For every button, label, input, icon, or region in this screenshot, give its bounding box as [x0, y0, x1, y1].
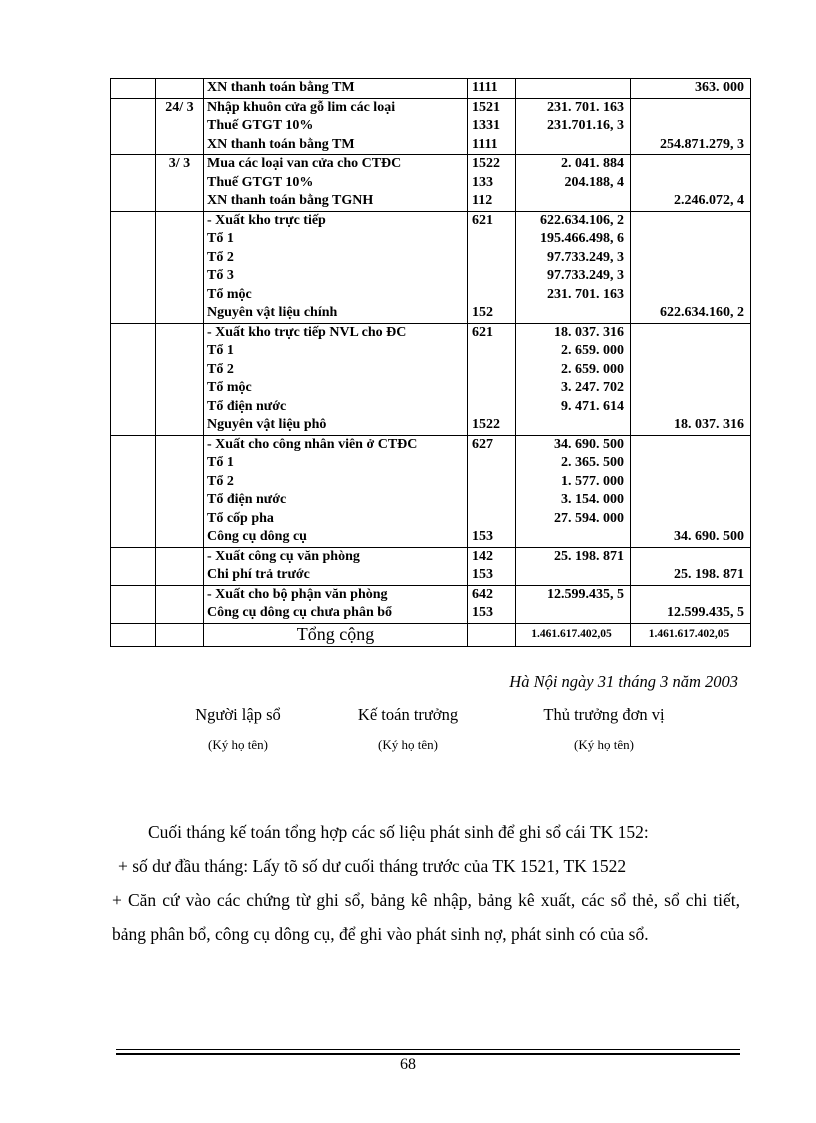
ledger-row-group	[111, 211, 751, 323]
description-cell	[204, 79, 468, 99]
description-line: Mua các loại van cửa cho CTĐC	[207, 156, 402, 171]
date-text	[159, 212, 200, 231]
description-line: Tổ mộc	[207, 380, 252, 395]
account-line: 1331	[472, 118, 500, 133]
debit-line: 231. 701. 163	[547, 99, 624, 115]
account-line: 1521	[472, 99, 500, 115]
date-cell	[156, 585, 204, 623]
head-title: Thủ trưởng đơn vị	[543, 705, 665, 724]
page-number: 68	[400, 1056, 416, 1073]
account-cell	[468, 435, 516, 547]
debit-line: 2. 659. 000	[561, 361, 624, 377]
description-line: Tổ 3	[207, 268, 234, 283]
paragraph-basis: + Căn cứ vào các chứng từ ghi sổ, bảng kê nhập, bảng kê xuất, các sổ thẻ, sổ chi tiết, bảng phân bổ, công cụ dông cụ, để ghi vào phát sinh nợ, phát sinh có của sổ.	[112, 890, 740, 944]
description-line: XN thanh toán bằng TM	[207, 136, 355, 152]
date-text	[159, 586, 200, 605]
ledger-row-group	[111, 155, 751, 212]
account-line	[472, 230, 512, 249]
credit-line	[634, 174, 744, 193]
date-cell	[156, 323, 204, 435]
description-line: Tổ mộc	[207, 286, 252, 302]
chief-accountant-title: Kế toán trưởng	[357, 705, 459, 724]
account-line: 152	[472, 305, 493, 320]
description-cell	[204, 547, 468, 585]
debit-line: 231.701.16, 3	[547, 118, 624, 133]
date-cell	[156, 98, 204, 155]
date-cell	[156, 211, 204, 323]
description-line: Tổ điện nước	[207, 492, 287, 507]
description-line: Thuế GTGT 10%	[207, 174, 314, 190]
footer-rule-thin	[116, 1049, 740, 1050]
description-cell	[204, 98, 468, 155]
credit-line	[634, 155, 744, 174]
description-line: Chi phí trả trước	[207, 567, 310, 582]
debit-line: 231. 701. 163	[547, 286, 624, 302]
debit-line	[519, 416, 624, 435]
signature-date: Hà Nội ngày 31 tháng 3 năm 2003	[509, 672, 738, 691]
description-line: Nguyên vật liệu chính	[207, 305, 338, 320]
description-line: - Xuất công cụ văn phòng	[207, 548, 360, 564]
debit-line	[519, 79, 624, 98]
account-line: 142	[472, 548, 493, 564]
account-line	[472, 342, 512, 361]
debit-line: 34. 690. 500	[554, 436, 624, 452]
debit-line: 2. 041. 884	[561, 156, 624, 171]
blank-cell	[111, 211, 156, 323]
ledger-row-group	[111, 79, 751, 99]
credit-cell	[631, 155, 751, 212]
account-line	[472, 454, 512, 473]
blank-cell	[111, 323, 156, 435]
description-line: Tổ 2	[207, 361, 234, 377]
head-signature	[524, 705, 684, 753]
description-line: Tổ điện nước	[207, 398, 287, 414]
ledger-body	[111, 79, 751, 647]
account-cell	[468, 323, 516, 435]
debit-cell	[516, 435, 631, 547]
credit-line: 12.599.435, 5	[667, 605, 744, 620]
credit-line	[634, 491, 744, 510]
debit-line: 18. 037. 316	[554, 324, 624, 340]
debit-line: 622.634.106, 2	[540, 212, 624, 228]
credit-line	[634, 342, 744, 361]
description-line: Tổ 1	[207, 231, 234, 246]
debit-cell	[516, 585, 631, 623]
account-line	[472, 249, 512, 268]
ledger-row-group	[111, 435, 751, 547]
credit-line	[634, 361, 744, 380]
debit-line: 97.733.249, 3	[547, 249, 624, 265]
credit-cell	[631, 585, 751, 623]
date-cell	[156, 435, 204, 547]
debit-cell	[516, 155, 631, 212]
ledger-row-group	[111, 323, 751, 435]
description-line: Nguyên vật liệu phô	[207, 417, 327, 432]
blank-cell	[111, 98, 156, 155]
account-line: 627	[472, 436, 493, 452]
description-line: Thuế GTGT 10%	[207, 118, 314, 133]
debit-line	[519, 528, 624, 547]
description-cell	[204, 211, 468, 323]
credit-line	[634, 454, 744, 473]
account-line	[472, 286, 512, 305]
description-line: Tổ 2	[207, 473, 234, 489]
blank-cell	[468, 623, 516, 646]
account-line	[472, 510, 512, 529]
credit-cell	[631, 98, 751, 155]
debit-line: 204.188, 4	[564, 174, 624, 190]
account-line	[472, 267, 512, 286]
blank-cell	[111, 155, 156, 212]
debit-line: 3. 154. 000	[561, 492, 624, 507]
account-cell	[468, 211, 516, 323]
debit-line: 2. 659. 000	[561, 343, 624, 358]
description-line: Công cụ dông cụ	[207, 529, 307, 544]
debit-line: 1. 577. 000	[561, 473, 624, 489]
ledger-table	[110, 78, 751, 647]
description-line: - Xuất cho công nhân viên ở CTĐC	[207, 436, 418, 452]
description-line: - Xuất kho trực tiếp	[207, 212, 326, 228]
account-line	[472, 398, 512, 417]
total-row	[111, 623, 751, 646]
date-cell	[156, 155, 204, 212]
debit-line: 12.599.435, 5	[547, 586, 624, 602]
debit-cell	[516, 211, 631, 323]
debit-line	[519, 604, 624, 623]
debit-line: 3. 247. 702	[561, 380, 624, 395]
credit-line	[634, 212, 744, 231]
debit-line: 97.733.249, 3	[547, 268, 624, 283]
chief-accountant-signature	[338, 705, 478, 753]
date-text	[159, 436, 200, 455]
account-cell	[468, 98, 516, 155]
account-line	[472, 473, 512, 492]
credit-cell	[631, 323, 751, 435]
credit-line	[634, 586, 744, 605]
debit-line	[519, 566, 624, 585]
credit-line	[634, 379, 744, 398]
credit-line	[634, 249, 744, 268]
total-label: Tổng cộng	[204, 623, 468, 646]
description-line: XN thanh toán bằng TM	[207, 80, 355, 95]
blank-cell	[111, 435, 156, 547]
account-line	[472, 491, 512, 510]
debit-cell	[516, 98, 631, 155]
preparer-sign-note: (Ký họ tên)	[208, 737, 268, 752]
description-cell	[204, 435, 468, 547]
date-text: 3/ 3	[168, 156, 191, 171]
credit-line	[634, 117, 744, 136]
credit-line	[634, 473, 744, 492]
date-text	[159, 79, 200, 98]
debit-line: 2. 365. 500	[561, 455, 624, 470]
credit-line	[634, 398, 744, 417]
account-line: 1111	[472, 136, 498, 152]
account-line: 153	[472, 567, 493, 582]
description-line: Tổ 1	[207, 343, 234, 358]
date-cell	[156, 79, 204, 99]
debit-line: 9. 471. 614	[561, 398, 624, 414]
blank-cell	[111, 623, 156, 646]
description-cell	[204, 155, 468, 212]
credit-line	[634, 324, 744, 343]
account-line: 153	[472, 529, 493, 544]
preparer-title: Người lập sổ	[195, 705, 281, 724]
description-line: Tổ 2	[207, 249, 234, 265]
blank-cell	[111, 547, 156, 585]
description-line: XN thanh toán bằng TGNH	[207, 193, 374, 208]
account-line: 621	[472, 212, 493, 228]
credit-line: 25. 198. 871	[674, 567, 744, 582]
date-text: 24/ 3	[165, 99, 194, 115]
credit-line	[634, 230, 744, 249]
credit-cell	[631, 547, 751, 585]
account-cell	[468, 155, 516, 212]
account-line: 621	[472, 324, 493, 340]
account-line: 642	[472, 586, 493, 602]
debit-cell	[516, 323, 631, 435]
debit-line: 195.466.498, 6	[540, 231, 624, 246]
account-line: 133	[472, 174, 493, 190]
credit-line	[634, 99, 744, 118]
description-line: Tổ 1	[207, 455, 234, 470]
credit-cell	[631, 211, 751, 323]
date-text	[159, 324, 200, 343]
blank-cell	[111, 585, 156, 623]
credit-line: 254.871.279, 3	[660, 136, 744, 152]
credit-line: 622.634.160, 2	[660, 305, 744, 320]
blank-cell	[111, 79, 156, 99]
account-line: 1111	[472, 80, 498, 95]
account-line	[472, 379, 512, 398]
credit-line: 2.246.072, 4	[674, 193, 744, 208]
account-line: 112	[472, 193, 493, 208]
debit-line: 27. 594. 000	[554, 510, 624, 526]
description-cell	[204, 323, 468, 435]
credit-cell	[631, 435, 751, 547]
preparer-signature	[168, 705, 308, 753]
credit-line: 34. 690. 500	[674, 529, 744, 544]
description-line: - Xuất cho bộ phận văn phòng	[207, 586, 388, 602]
description-line: Tổ cốp pha	[207, 510, 274, 526]
credit-cell	[631, 79, 751, 99]
credit-line	[634, 510, 744, 529]
chief-accountant-sign-note: (Ký họ tên)	[378, 737, 438, 752]
debit-line	[519, 192, 624, 211]
account-line: 153	[472, 605, 493, 620]
description-cell	[204, 585, 468, 623]
total-credit: 1.461.617.402,05	[631, 623, 751, 646]
credit-line	[634, 436, 744, 455]
account-cell	[468, 547, 516, 585]
description-line: Công cụ dông cụ chưa phân bổ	[207, 605, 393, 620]
account-line: 1522	[472, 156, 500, 171]
ledger-row-group	[111, 98, 751, 155]
account-line: 1522	[472, 417, 500, 432]
total-debit: 1.461.617.402,05	[516, 623, 631, 646]
credit-line	[634, 548, 744, 567]
ledger-row-group	[111, 585, 751, 623]
credit-line	[634, 286, 744, 305]
debit-cell	[516, 79, 631, 99]
account-cell	[468, 585, 516, 623]
description-line: - Xuất kho trực tiếp NVL cho ĐC	[207, 324, 407, 340]
head-sign-note: (Ký họ tên)	[574, 737, 634, 752]
ledger-row-group	[111, 547, 751, 585]
account-cell	[468, 79, 516, 99]
credit-line: 363. 000	[695, 80, 744, 95]
debit-line	[519, 304, 624, 323]
account-line	[472, 361, 512, 380]
debit-cell	[516, 547, 631, 585]
paragraph-summary: Cuối tháng kế toán tổng hợp các số liệu phát sinh để ghi sổ cái TK 152:	[148, 822, 649, 842]
description-line: Nhập khuôn cửa gỗ lim các loại	[207, 99, 396, 115]
debit-line	[519, 136, 624, 155]
blank-cell	[156, 623, 204, 646]
credit-line	[634, 267, 744, 286]
date-cell	[156, 547, 204, 585]
date-text	[159, 548, 200, 567]
credit-line: 18. 037. 316	[674, 417, 744, 432]
footer-rule-thick	[116, 1053, 740, 1055]
debit-line: 25. 198. 871	[554, 548, 624, 564]
paragraph-opening-balance: + số dư đầu tháng: Lấy tõ số dư cuối tháng trước của TK 1521, TK 1522	[118, 856, 627, 876]
